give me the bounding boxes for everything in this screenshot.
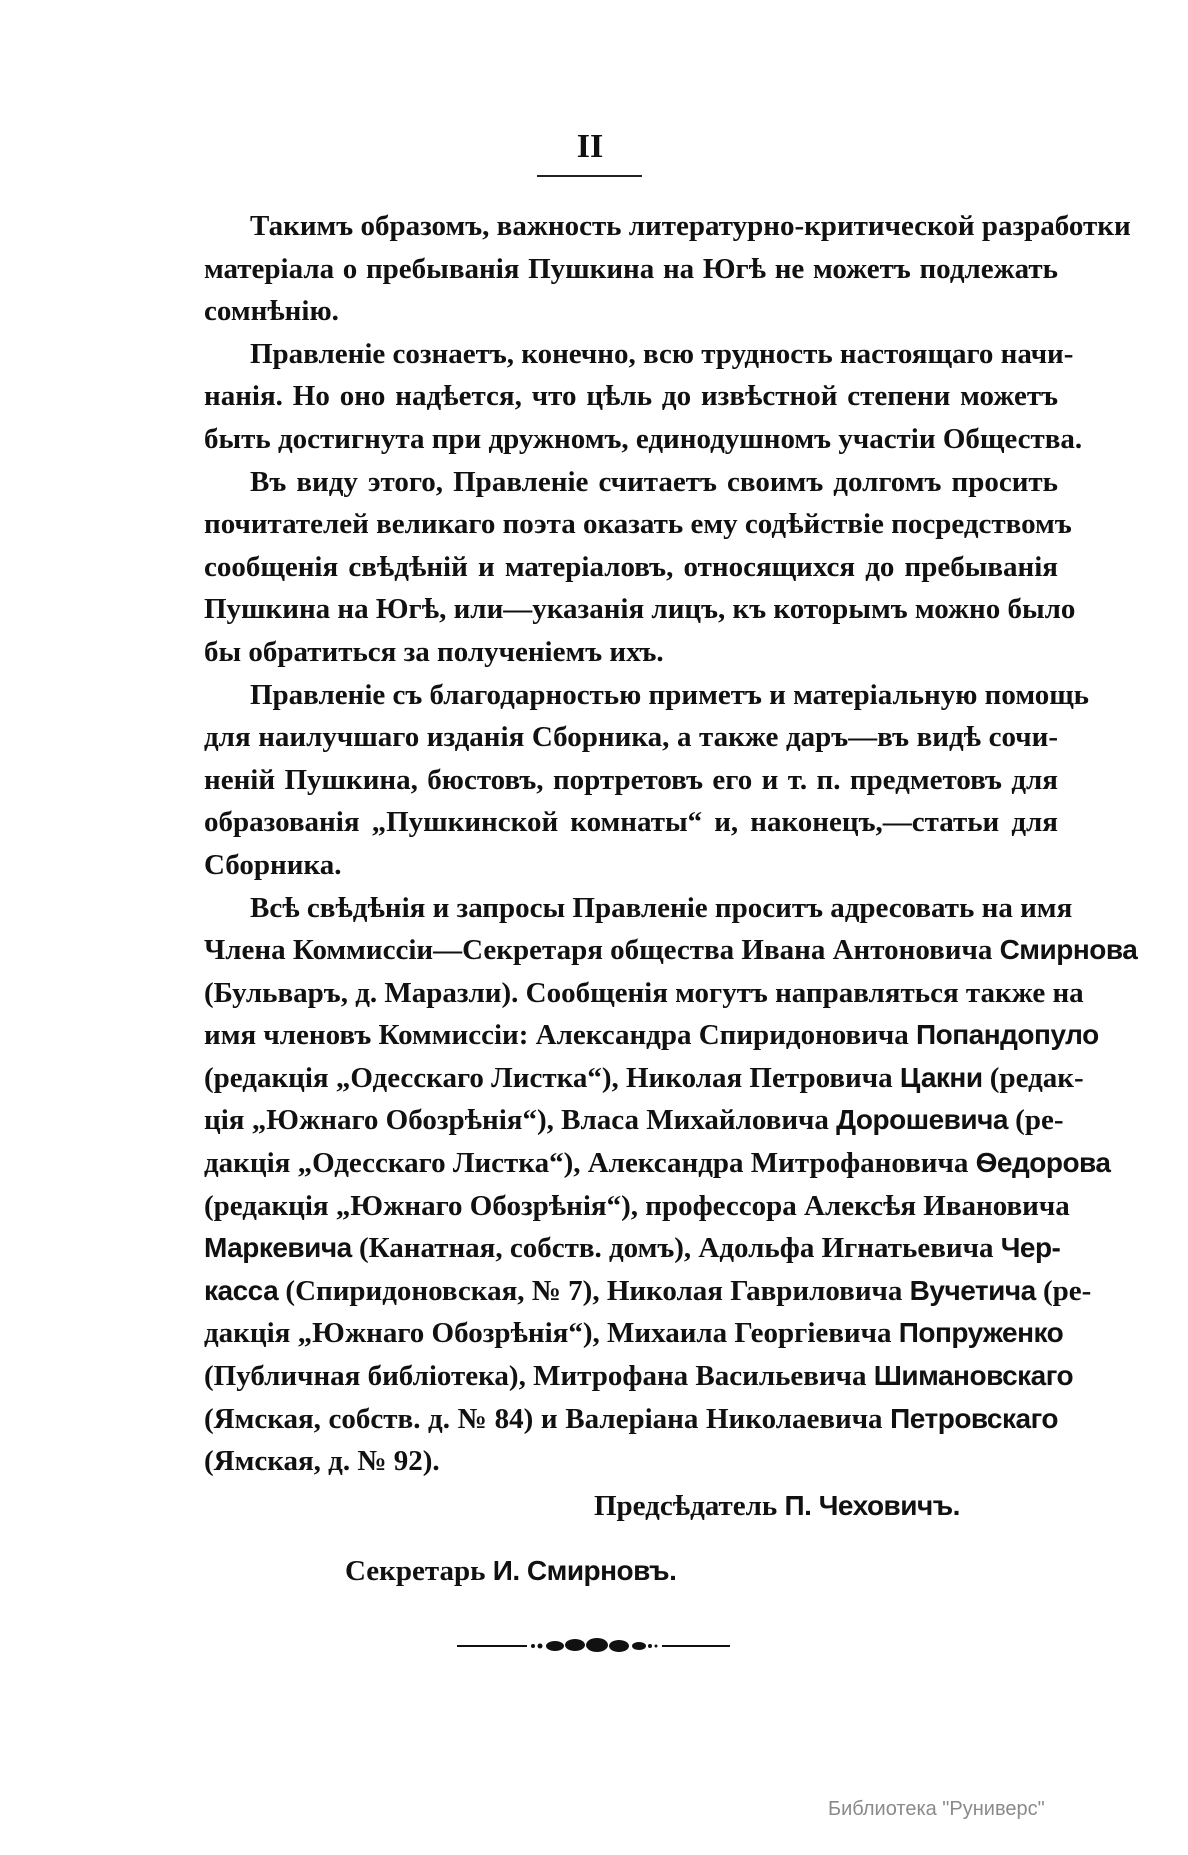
text-segment: дакція „Южнаго Обозрѣнія“), Михаила Георгіевича [204,1317,899,1350]
person-name: Чер- [1000,1232,1061,1264]
text-line [204,887,1073,930]
text-segment: (Ямская, д. № 92). [204,1445,440,1478]
secretary-title: Секретарь [345,1555,486,1587]
text-line [204,801,1058,844]
text-segment: образованія „Пушкинской комнаты“ и, наконецъ,—статьи для [204,806,1058,839]
text-segment: матеріала о пребыванія Пушкина на Югѣ не можетъ подлежать [204,252,1058,285]
text-segment: ція „Южнаго Обозрѣнія“), Власа Михайловича [204,1104,837,1137]
secretary-name: И. Смирновъ. [492,1555,677,1586]
text-line [204,461,1058,504]
text-line [204,1099,1064,1142]
page-number: II [576,128,604,165]
text-segment: нанія. Но оно надѣется, что цѣль до извѣстной степени можетъ [204,380,1058,413]
text-segment: Правленіе сознаетъ, конечно, всю трудность настоящаго начи- [250,337,1074,370]
text-segment: (Публичная библіотека), Митрофана Васильевича [204,1360,874,1393]
person-name: Вучетича [909,1274,1036,1306]
text-line [204,759,1058,802]
text-line [204,1355,1074,1398]
text-segment: (Спиридоновская, № 7), Николая Гавриловича [278,1274,910,1307]
ornament-divider [457,1636,730,1654]
document-body [204,205,1138,1483]
text-segment: дакція „Одесскаго Листка“), Александра Митрофановича [204,1147,976,1180]
person-name: Ѳедорова [975,1147,1111,1179]
text-line [204,1312,1064,1355]
text-line [204,205,1131,248]
text-line [204,375,1058,418]
person-name: Цакни [899,1061,983,1093]
text-segment: имя членовъ Коммиссіи: Александра Спиридоновича [204,1019,917,1052]
library-watermark: Библиотека "Руниверс" [828,1798,1045,1820]
text-line [204,546,1058,589]
text-segment: Правленіе съ благодарностью приметъ и матеріальную помощь [250,678,1090,711]
text-line [204,1227,1061,1270]
text-line [204,248,1058,291]
text-segment: бы обратиться за полученіемъ ихъ. [204,635,664,668]
text-line [204,631,1058,674]
text-line [204,503,1072,546]
text-line [204,844,1058,887]
person-name: касса [204,1274,279,1306]
person-name: Шимановскаго [873,1360,1074,1392]
text-segment: Въ виду этого, Правленіе считаетъ своимъ долгомъ просить [250,465,1058,498]
text-line [204,1270,1092,1313]
person-name: Попандопуло [916,1019,1099,1051]
text-line [204,716,1058,759]
text-segment: (редак- [982,1061,1084,1094]
header-rule [537,175,642,177]
text-segment: Пушкина на Югѣ, или—указанія лицъ, къ которымъ можно было [204,593,1076,626]
text-segment: быть достигнута при дружномъ, единодушномъ участіи Общества. [204,422,1083,455]
text-segment: почитателей великаго поэта оказать ему содѣйствіе посредствомъ [204,508,1072,541]
text-line [204,418,1083,461]
text-segment: (редакція „Южнаго Обозрѣнія“), профессора Алексѣя Ивановича [204,1189,1070,1222]
person-name: Дорошевича [836,1104,1008,1136]
person-name: Петровскаго [890,1402,1058,1434]
text-line [204,929,1138,972]
text-line [204,1142,1111,1185]
text-line [204,1398,1058,1441]
text-segment: сомнѣнію. [204,295,339,328]
text-segment: для наилучшаго изданія Сборника, а также даръ—въ видѣ сочи- [204,721,1058,754]
text-segment: Такимъ образомъ, важность литературно-критической разработки [250,210,1131,242]
text-line [204,290,1058,333]
text-segment: (ре- [1007,1104,1064,1137]
person-name: Смирнова [999,934,1138,966]
chairman-title: Предсѣдатель [594,1490,778,1522]
text-segment: Члена Коммиссіи—Секретаря общества Ивана Антоновича [204,934,1000,967]
text-line [204,1440,1058,1483]
text-segment: (ре- [1035,1274,1092,1307]
text-line [204,333,1074,376]
text-segment: (Ямская, собств. д. № 84) и Валеріана Николаевича [204,1402,891,1435]
text-segment: Сборника. [204,848,342,881]
text-line [204,1057,1084,1100]
text-segment: сообщенія свѣдѣній и матеріаловъ, относящихся до пребыванія [204,550,1058,583]
text-segment: (Канатная, собств. домъ), Адольфа Игнатьевича [351,1232,1001,1265]
chairman-signature [594,1490,960,1523]
text-line [204,1185,1070,1228]
text-line [204,674,1090,717]
text-segment: (Бульваръ, д. Маразли). Сообщенія могутъ направляться также на [204,976,1084,1009]
text-segment: Всѣ свѣдѣнія и запросы Правленіе проситъ адресовать на имя [250,891,1073,924]
text-line [204,972,1084,1015]
secretary-signature [345,1555,676,1588]
chairman-name: П. Чеховичъ. [784,1490,960,1521]
person-name: Попруженко [898,1317,1064,1349]
text-line [204,1014,1099,1057]
person-name: Маркевича [204,1232,352,1264]
text-segment: неній Пушкина, бюстовъ, портретовъ его и т. п. предметовъ для [204,763,1058,796]
text-line [204,588,1076,631]
text-segment: (редакція „Одесскаго Листка“), Николая Петровича [204,1061,900,1094]
